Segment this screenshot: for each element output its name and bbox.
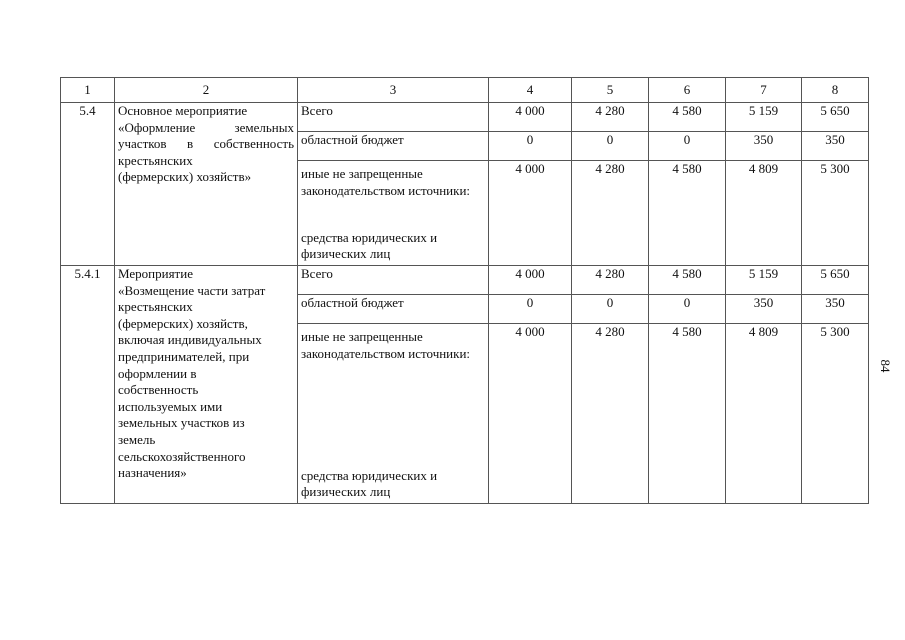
amount-cell: 4 809 [726, 161, 802, 266]
amount-cell: 4 280 [572, 161, 649, 266]
column-number-6: 6 [649, 78, 726, 103]
measure-title [115, 266, 298, 504]
amount-cell: 0 [649, 132, 726, 161]
amount-cell: 350 [802, 295, 869, 324]
measure-title-line: земельных участков из [118, 415, 245, 431]
measure-title-line: назначения» [118, 465, 187, 481]
other-sources-label: иные не запрещенные законодательством источники: [301, 166, 471, 198]
measure-title-line: собственность [118, 382, 199, 398]
column-number-4: 4 [489, 78, 572, 103]
other-sources-cell [298, 161, 489, 266]
measure-title-line: Основное мероприятие [118, 103, 248, 118]
column-number-8: 8 [802, 78, 869, 103]
funding-source: областной бюджет [298, 295, 489, 324]
measure-title-line: включая индивидуальных [118, 332, 262, 348]
table-header-row [61, 78, 869, 103]
amount-cell: 4 000 [489, 103, 572, 132]
measure-title-line: «Возмещение части затрат [118, 282, 266, 298]
funding-source: областной бюджет [298, 132, 489, 161]
measure-title-line: предпринимателей, при [118, 348, 250, 364]
amount-cell: 0 [489, 132, 572, 161]
measure-title-line: участков в собственность [118, 136, 294, 152]
amount-cell: 5 650 [802, 103, 869, 132]
measure-title-line: оформлении в [118, 365, 197, 381]
legal-entities-label: средства юридических и физических лиц [301, 467, 438, 500]
amount-cell: 350 [802, 132, 869, 161]
column-number-2: 2 [115, 78, 298, 103]
amount-cell: 350 [726, 132, 802, 161]
amount-cell: 5 650 [802, 266, 869, 295]
measure-title-line: крестьянских [118, 299, 193, 315]
measure-title-line: крестьянских [118, 152, 193, 168]
funding-source: Всего [298, 103, 489, 132]
column-number-5: 5 [572, 78, 649, 103]
measure-title-line: земель [118, 431, 156, 447]
table-row [61, 266, 869, 295]
amount-cell: 4 280 [572, 266, 649, 295]
measure-code: 5.4 [61, 103, 115, 266]
amount-cell: 5 300 [802, 161, 869, 266]
page-number: 84 [878, 359, 893, 373]
amount-cell: 350 [726, 295, 802, 324]
measure-title-line: Мероприятие [118, 266, 193, 281]
table-row [61, 103, 869, 132]
amount-cell: 4 580 [649, 103, 726, 132]
other-sources-label: иные не запрещенные законодательством источники: [301, 329, 471, 361]
legal-entities-label: средства юридических и физических лиц [301, 229, 438, 262]
amount-cell: 4 000 [489, 161, 572, 266]
amount-cell: 0 [489, 295, 572, 324]
other-sources-cell [298, 324, 489, 504]
funding-source: Всего [298, 266, 489, 295]
column-number-3: 3 [298, 78, 489, 103]
measure-title-line: (фермерских) хозяйств, [118, 315, 248, 331]
column-number-7: 7 [726, 78, 802, 103]
amount-cell: 4 000 [489, 266, 572, 295]
amount-cell: 4 809 [726, 324, 802, 504]
amount-cell: 0 [572, 295, 649, 324]
measure-title-line: (фермерских) хозяйств» [118, 169, 252, 185]
budget-table [60, 77, 869, 504]
measure-title-line: сельскохозяйственного [118, 448, 246, 464]
amount-cell: 4 580 [649, 266, 726, 295]
amount-cell: 4 280 [572, 324, 649, 504]
amount-cell: 0 [649, 295, 726, 324]
amount-cell: 4 280 [572, 103, 649, 132]
amount-cell: 5 159 [726, 266, 802, 295]
amount-cell: 0 [572, 132, 649, 161]
measure-title [115, 103, 298, 266]
amount-cell: 4 580 [649, 161, 726, 266]
measure-code: 5.4.1 [61, 266, 115, 504]
amount-cell: 4 580 [649, 324, 726, 504]
amount-cell: 5 159 [726, 103, 802, 132]
amount-cell: 5 300 [802, 324, 869, 504]
measure-title-line: используемых ими [118, 398, 223, 414]
amount-cell: 4 000 [489, 324, 572, 504]
measure-title-line: «Оформление земельных [118, 119, 294, 135]
column-number-1: 1 [61, 78, 115, 103]
